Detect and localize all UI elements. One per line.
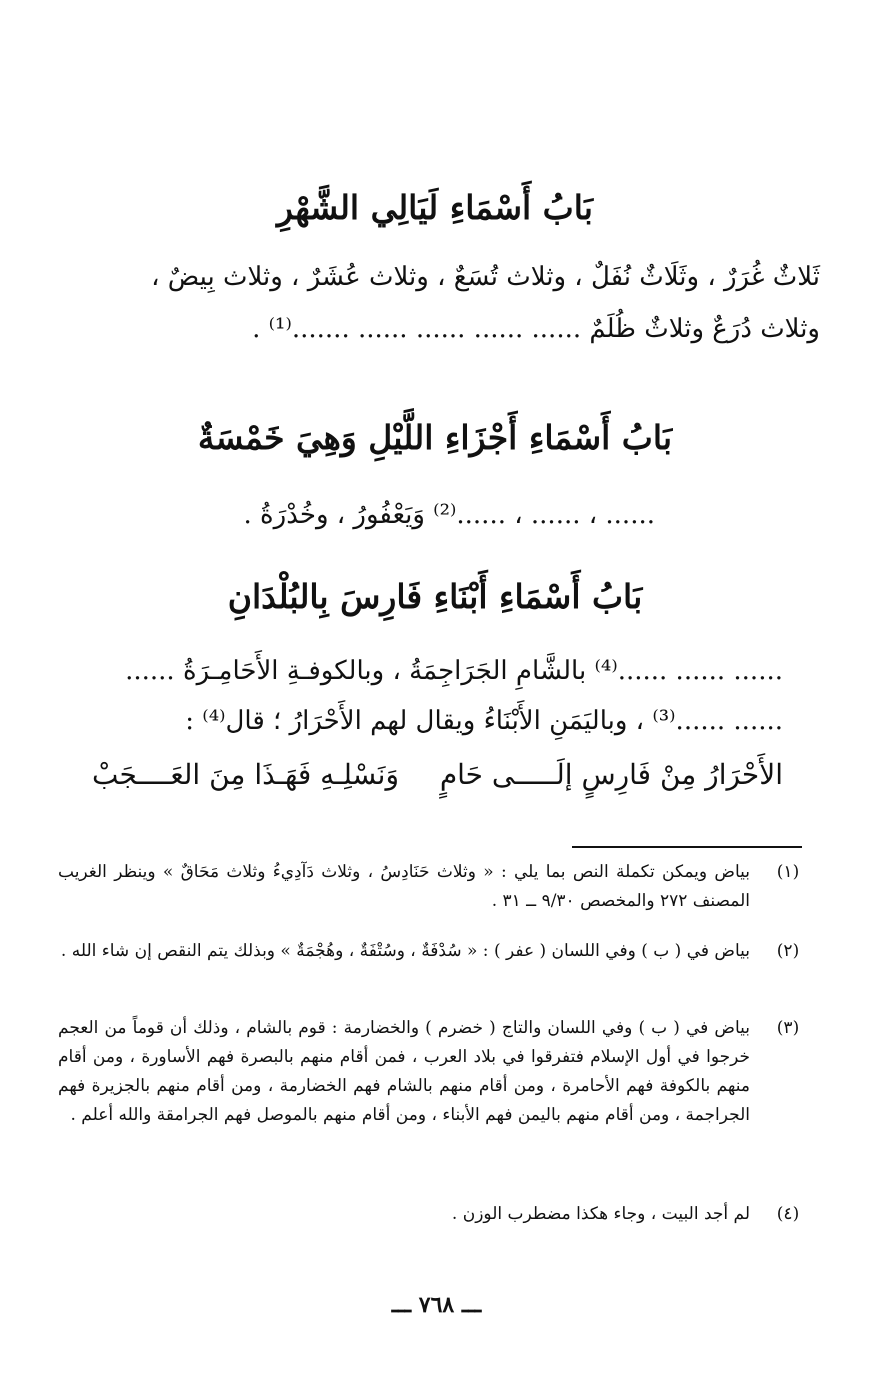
section-heading-persian-sons: بَابُ أَسْمَاءِ أَبْنَاءِ فَارِسَ بِالبُلْدَانِ [227,577,643,616]
footnote-3 [58,1014,808,1130]
verse-first-hemistich: الأَحْرَارُ مِنْ فَارِسٍ إلَـــــى حَامٍ [439,758,783,791]
footnote-1 [58,858,808,916]
section-heading-night-parts: بَابُ أَسْمَاءِ أَجْزَاءِ اللَّيْلِ وَهِيَ خَمْسَةٌ [197,418,673,457]
footnote-number: (٤) [776,1204,800,1224]
footnote-number: (٣) [776,1018,800,1038]
text-line: ثَلاثٌ غُرَرٌ ، وثَلَاثٌ نُفَلٌ ، وثلاث تُسَعٌ ، وثلاث عُشَرٌ ، وثلاث بِيضٌ ، [151,262,820,292]
text-line: وثلاث دُرَعٌ وثلاثٌ ظُلَمٌ ...... ...... ...... ...... .......⁽¹⁾ . [252,314,820,344]
footnote-4 [58,1200,808,1229]
text-line: ...... ...... ......⁽⁴⁾ بالشَّامِ الجَرَاجِمَةُ ، وبالكوفـةِ الأَحَامِـرَةُ ...... [125,656,783,686]
section-heading-nights: بَابُ أَسْمَاءِ لَيَالِي الشَّهْرِ [277,188,593,227]
footnote-text: لم أجد البيت ، وجاء هكذا مضطرب الوزن . [451,1204,750,1224]
page-number: ـــ ٧٦٨ ـــ [391,1292,482,1318]
verse-second-hemistich: وَنَسْلِـهِ فَهَـذَا مِنَ العَــــجَبْ [92,758,399,791]
footnote-text: بياض ويمكن تكملة النص بما يلي : « وثلاث حَنَادِسُ ، وثلاث دَآدِيءُ وثلاث مَحَاقٌ » وينظر الغريب المصنف ٢٧٢ والمخصص ٩/٣٠ ــ ٣١ . [58,862,750,911]
text-line: ...... ......⁽³⁾ ، وباليَمَنِ الأَبْنَاءُ ويقال لهم الأَحْرَارُ ؛ قال⁽⁴⁾ : [185,706,783,736]
footnote-text: بياض في ( ب ) وفي اللسان ( عفر ) : « سُدْفَةٌ ، وسُتْفَةٌ ، وهُجْمَةٌ » وبذلك يتم النقص إن شاء الله . [60,941,750,961]
text-line: ...... ، ...... ، ......⁽²⁾ وَيَعْفُورُ ، وخُدْرَةُ . [243,500,655,530]
footnote-separator [572,846,802,848]
footnote-number: (١) [776,862,800,882]
footnote-text: بياض في ( ب ) وفي اللسان والتاج ( خضرم ) والخضارمة : قوم بالشام ، وذلك أن قوماً من العجم خرجوا في أول الإسلام فتفرقوا في بلاد العرب ، فمن أقام منهم بالبصرة فهم الأساورة ، ومن أقام منهم بالكوفة فهم الأحامرة ، ومن أقام منهم بالشام فهم الخضارمة ، ومن أقام منهم بالجزيرة فهم الجراجمة ، ومن أقام منهم باليمن فهم الأبناء ، ومن أقام منهم بالموصل فهم الجرامقة والله أعلم . [58,1018,750,1125]
footnote-number: (٢) [776,941,800,961]
footnote-2 [58,937,808,966]
